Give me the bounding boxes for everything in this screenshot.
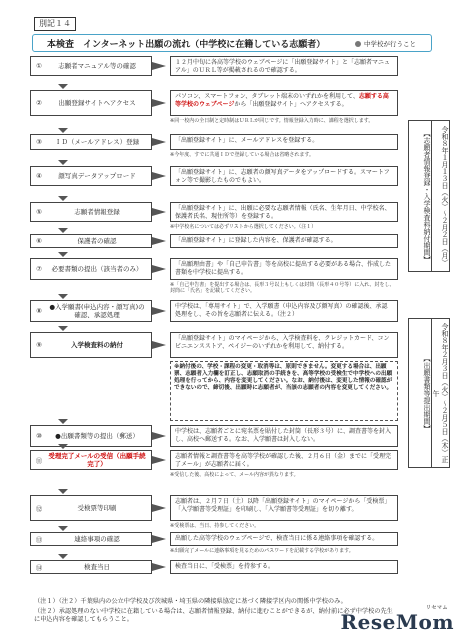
circle-mark-icon bbox=[355, 41, 361, 47]
step-label-box bbox=[30, 166, 152, 186]
period-registration-dates bbox=[432, 120, 450, 272]
flow-step bbox=[30, 234, 398, 248]
step-number: ⑧ bbox=[36, 307, 42, 315]
step-description: １２月中旬に各高等学校のウェブページに「出願登録サイト」と「志願者マニュアル」のＵＲＬ等が掲載されるので確認する。 bbox=[170, 56, 398, 76]
arrow-down-icon bbox=[58, 326, 68, 331]
step-number: ① bbox=[36, 62, 42, 70]
step-label-box bbox=[30, 425, 152, 447]
flow-step bbox=[30, 450, 398, 470]
step-label-box bbox=[30, 258, 152, 280]
step-name: ●入学願書(申込内容・顔写真)の確認、承認処理 bbox=[49, 303, 145, 319]
step-description: 志願者は、２月７日（土）以降「出願登録サイト」のマイページから「受検票」「入学願書等受理証」を印刷し、「入学願書等受理証」を切り離す。 bbox=[170, 495, 398, 521]
arrow-right-icon bbox=[152, 99, 166, 107]
step-note: ※出願完了メールに連絡事項を見るためのパスワードを記載する学校があります。 bbox=[170, 548, 354, 554]
step-name: 出願登録サイトへアクセス bbox=[58, 99, 136, 107]
arrow-down-icon bbox=[58, 160, 68, 165]
warning-box: ※納付後の、学校・課程の変更・取消等は、原則できません。変更する場合は、出願票、志願者入力欄を訂正し、志願取消の手続きを、高等学校の受検生で中学校への出願処理を行ってから、内容を変更してください。なお、納付後は、変更した情報の確認ができないので、締切後、出願時に志願者が、当該の志願者の内容を変更してください。 bbox=[170, 361, 398, 421]
step-name: ●出願書類等の提出（郵送） bbox=[55, 432, 139, 440]
arrow-down-icon bbox=[58, 489, 68, 494]
step-name: 顔写真データアップロード bbox=[58, 172, 136, 180]
step-name: 受検票等印刷 bbox=[77, 504, 117, 512]
step-note: ※中学校名については必ずリストから選択してください。（注１） bbox=[170, 224, 317, 230]
step-note: ※今年度、すでに共通ＩＤで登録している場合は省略されます。 bbox=[170, 152, 314, 158]
period-submission-dates bbox=[432, 318, 450, 468]
flow-step bbox=[30, 90, 398, 116]
period-submission bbox=[408, 318, 432, 468]
arrow-right-icon bbox=[152, 563, 166, 571]
arrow-right-icon bbox=[152, 138, 166, 146]
flow-step bbox=[30, 134, 398, 150]
step-number: ⑬ bbox=[35, 535, 43, 544]
arrow-down-icon bbox=[58, 526, 68, 531]
step-number: ⑩ bbox=[36, 432, 42, 440]
page-title: 本検査 インターネット出願の流れ（中学校に在籍している志願者） bbox=[47, 40, 326, 50]
logo-subtext: リセマム bbox=[426, 605, 448, 611]
arrow-right-icon bbox=[152, 208, 166, 216]
arrow-down-icon bbox=[58, 196, 68, 201]
step-description-text: パソコン、スマートフォン、タブレット端末のいずれかを利用して、 bbox=[175, 93, 359, 100]
step-name: 保護者の確認 bbox=[77, 237, 117, 245]
period-registration bbox=[408, 120, 432, 272]
flow-step bbox=[30, 425, 398, 447]
flow-step bbox=[30, 532, 398, 546]
arrow-down-icon bbox=[58, 554, 68, 559]
period-registration-label: 【志願者情報登録・入学検査料納付期間】 bbox=[423, 129, 431, 263]
step-label-box bbox=[30, 450, 152, 470]
flow-step bbox=[30, 495, 398, 521]
flow-step bbox=[30, 56, 398, 76]
resemom-logo bbox=[340, 605, 454, 634]
arrow-right-icon bbox=[152, 62, 166, 70]
arrow-down-icon bbox=[58, 444, 68, 449]
step-number: ② bbox=[36, 99, 42, 107]
title-note-text: 中学校が行うこと bbox=[364, 40, 416, 48]
step-description: 「出願登録サイト」に、メールアドレスを登録する。 bbox=[170, 134, 398, 150]
step-number: ③ bbox=[36, 138, 42, 146]
step-label-box bbox=[30, 532, 152, 546]
period-submission-label: 【出願書類等提出期間】 bbox=[423, 354, 431, 432]
title-box bbox=[32, 34, 432, 52]
arrow-down-icon bbox=[58, 128, 68, 133]
step-description-highlight: 志願する高等学校のウェブページ bbox=[175, 93, 389, 108]
step-label-box bbox=[30, 90, 152, 116]
step-number: ⑪ bbox=[35, 456, 43, 465]
arrow-down-icon bbox=[58, 228, 68, 233]
arrow-right-icon bbox=[152, 432, 166, 440]
arrow-right-icon bbox=[152, 307, 166, 315]
arrow-right-icon bbox=[152, 265, 166, 273]
arrow-right-icon bbox=[152, 172, 166, 180]
step-name: 志願者情報登録 bbox=[74, 208, 120, 216]
step-label-box bbox=[30, 56, 152, 76]
step-label-box bbox=[30, 495, 152, 521]
step-description: 志願者情報と調査書等を高等学校が確認した後、２月６日（金）までに「受理完了メール」が志願者に届く。 bbox=[170, 450, 398, 470]
document-tag: 別記１４ bbox=[34, 17, 76, 31]
step-number: ④ bbox=[36, 172, 42, 180]
step-label-box bbox=[30, 560, 152, 574]
step-description bbox=[170, 90, 398, 116]
step-name: 検査当日 bbox=[84, 563, 110, 571]
step-label-box bbox=[30, 300, 152, 322]
step-description-text: から「出願登録サイト」へアクセスする。 bbox=[234, 100, 348, 108]
step-label-box bbox=[30, 332, 152, 358]
arrow-down-icon bbox=[58, 84, 68, 89]
arrow-down-icon bbox=[58, 294, 68, 299]
step-name: 連絡事項の確認 bbox=[74, 535, 120, 543]
step-name: 受理完了メールの受信（出願手続 完了） bbox=[48, 452, 146, 468]
arrow-right-icon bbox=[152, 341, 166, 349]
flow-step bbox=[30, 166, 398, 186]
step-label-box bbox=[30, 202, 152, 222]
period-submission-dates-text: 令和８年２月３日（火）～２月５日（木）正午 bbox=[432, 323, 449, 463]
step-label-box bbox=[30, 134, 152, 150]
step-description: 検査当日に、「受検票」を持参する。 bbox=[170, 560, 398, 574]
step-description: 「出願登録サイト」に、出願に必要な志願者情報（氏名、生年月日、中学校名、保護者氏名、現住所等）を登録する。 bbox=[170, 202, 398, 222]
step-description: 中学校は、志願者ごとに宛名票を貼付した封筒（長形３号）に、調査書等を封入し、高校へ郵送する。なお、入学願書は封入しない。 bbox=[170, 425, 398, 447]
flow-step bbox=[30, 202, 398, 222]
footnote-2: （注２）承認処理のない中学校に在籍している場合は、志願者情報登録、納付に進むことができるが、納付前に必ず中学校の先生に申込内容を確認してもらうこと。 bbox=[34, 608, 393, 623]
flow-step bbox=[30, 300, 398, 322]
arrow-right-icon bbox=[152, 535, 166, 543]
step-label-box bbox=[30, 234, 152, 248]
step-note: ※受検票は、当日、持参してください。 bbox=[170, 523, 260, 529]
arrow-down-icon bbox=[58, 419, 68, 424]
step-name: 入学検査料の納付 bbox=[71, 341, 123, 349]
step-number: ⑦ bbox=[36, 265, 42, 273]
step-number: ⑥ bbox=[36, 237, 42, 245]
step-description: 出願した高等学校のウェブページで、検査当日に係る連絡事項を確認する。 bbox=[170, 532, 398, 546]
period-registration-dates-text: 令和８年１月１３日（火）～２月２日（月） bbox=[441, 126, 449, 266]
arrow-down-icon bbox=[58, 252, 68, 257]
flow-step bbox=[30, 560, 398, 574]
arrow-right-icon bbox=[152, 456, 166, 464]
step-number: ⑨ bbox=[36, 341, 42, 349]
step-number: ⑭ bbox=[35, 563, 43, 572]
step-number: ⑫ bbox=[35, 504, 43, 513]
step-name: 志願者マニュアル等の確認 bbox=[58, 62, 136, 70]
step-number: ⑤ bbox=[36, 208, 42, 216]
step-note: ※同一校内の全日制と定時制はＵＲＬが同じです。情報登録入力時に、課程を選択します。 bbox=[170, 118, 374, 124]
logo-text: ReseMom bbox=[340, 610, 454, 634]
step-description: 「出願登録サイト」に、志願者の顔写真データをアップロードする。スマートフォン等で撮影したものでもよい。 bbox=[170, 166, 398, 186]
arrow-right-icon bbox=[152, 237, 166, 245]
step-note: ※「自己申告書」を提出する場合は、長形３号以上もしくは封筒（長形４０号等）に入れ、封をし、封筒に「氏名」を記載してください。 bbox=[170, 282, 395, 294]
step-description: 「出願登録サイト」のマイページから、入学検査料を、クレジットカード、コンビニエンスストア、ペイジーのいずれかを利用して、納付する。 bbox=[170, 332, 398, 358]
step-note: ※受信した後、高校によって、メール内容が異なります。 bbox=[170, 472, 299, 478]
flow-step bbox=[30, 332, 398, 358]
step-description: 「出願理由書」や「自己申告書」等を高校に提出する必要がある場合、作成した書類を中学校に提出する。 bbox=[170, 258, 398, 280]
title-note bbox=[355, 39, 416, 48]
step-description: 「出願登録サイト」に登録した内容を、保護者が確認する。 bbox=[170, 234, 398, 248]
step-description: 中学校は、「専用サイト」で、入学願書（申込内容及び顔写真）の確認後、承認処理をし、その旨を志願者に伝える。（注２） bbox=[170, 300, 398, 322]
step-name: ＩＤ（メールアドレス）登録 bbox=[54, 138, 140, 146]
footnote-1: （注１）（注２）千葉県内の公立中学校及び茨城県・埼玉県の隣接県協定に基づく隣接学区内の関係中学校のみ。 bbox=[34, 598, 347, 605]
arrow-right-icon bbox=[152, 504, 166, 512]
flow-step bbox=[30, 258, 398, 280]
step-name: 必要書類の提出（該当者のみ） bbox=[51, 265, 143, 273]
